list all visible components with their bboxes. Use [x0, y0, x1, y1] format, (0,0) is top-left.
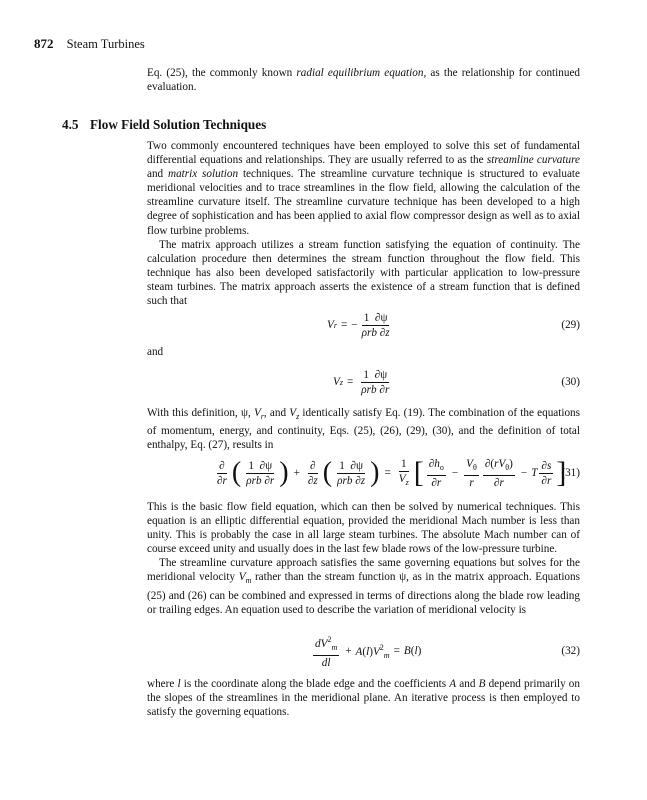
body-text-2 — [147, 406, 580, 452]
equation-number: (30) — [561, 376, 580, 388]
section-heading — [62, 117, 266, 133]
equation-number: (32) — [561, 645, 580, 657]
equation-30: V z = $\frac{1 \partial\psi}{\text{ρrb ∂r}}$ (30) — [333, 368, 580, 396]
running-header — [34, 36, 145, 52]
paragraph-basic-equation: This is the basic flow field equation, which can then be solved by numerical techniques. This equation is an elliptic differential equation, provided the meridional Mach number is less than unity. This is probably the case in all large steam turbines. The absolute Mach number can of course exceed unity and usually does in the last few blade rows of the low-pressure turbine. — [147, 501, 580, 556]
paragraph-techniques: Two commonly encountered techniques have been employed to solve this set of fundamental differential equations and relationships. They are usually referred to as the streamline curvature and matrix solution techniques. The streamline curvature technique is structured to evaluate meridional velocities and to trace streamlines in the flow field, allowing the calculation of the streamline curvature itself. The streamline curvature technique has been developed to a high degree of sophistication and has been applied to axial flow compressor design as well as to axial flow turbine problems. — [147, 140, 580, 237]
equation-29: V r = − $\frac{1 \partial\psi}{\text{ρrb ∂z}}$ (29) — [327, 311, 580, 339]
section-title: Flow Field Solution Techniques — [90, 117, 267, 132]
running-title: Steam Turbines — [66, 37, 145, 51]
and-connector: and — [147, 346, 164, 358]
radial-equilibrium-term: radial equilibrium equation, — [296, 67, 427, 79]
equation-32: $\frac{dV^2_m}{dl}$ + $A(l)V^2_m$ = B(l) (32) — [315, 634, 580, 669]
equation-31: $\frac{\partial}{\partial r}$ ( $\frac{1 \partial\psi}{\text{ρrb ∂r}}$ ) + $\frac{\partial}{\partial z}$ ( $\frac{1 \partial\psi}{\text{ρrb ∂z}}$ ) = $\frac{1}{V_z}$ [ $\frac{\partial h_o}{\partial r}$ − $\frac{V_\theta}{r}$ $\frac{\partial(rV_\theta)}{\partial r}$ − T $\frac{\partial s}{\partial r}$ ] (31) — [217, 456, 580, 489]
body-text-3 — [147, 500, 580, 617]
equation-number: (29) — [561, 319, 580, 331]
paragraph-matrix: The matrix approach utilizes a stream function satisfying the equation of continuity. The calculation procedure then determines the stream function throughout the flow field. This technique has also been developed satisfactorily with particular application to low-pressure steam turbines. The matrix approach asserts the existence of a stream function that is defined such that — [147, 238, 580, 308]
paragraph-streamline: The streamline curvature approach satisfies the same governing equations but solves for the meridional velocity $V_m$ rather than the stream function ψ, as in the matrix approach. Equations (25) and (26) can be combined and expressed in terms of directions along the blade row leading or trailing edges. An equation used to describe the variation of meridional velocity is — [147, 557, 580, 616]
page-number: 872 — [34, 36, 54, 51]
equation-number: (31) — [561, 467, 580, 479]
body-text-4 — [147, 677, 580, 719]
paragraph-coefficients: where l is the coordinate along the blade edge and the coefficients A and B depend primarily on the slopes of the streamlines in the meridional plane. An iterative process is then employed to satisfy the governing equations. — [147, 678, 580, 719]
section-number: 4.5 — [62, 117, 79, 132]
intro-paragraph: Eq. (25), the commonly known radial equilibrium equation, as the relationship for continued evaluation. — [147, 67, 580, 94]
paragraph-definition: With this definition, ψ, $V_r$, and $V_z$ identically satisfy Eq. (19). The combination of the equations of momentum, energy, and continuity, Eqs. (25), (26), (29), (30), and the definition of total enthalpy, Eq. (27), results in — [147, 407, 581, 452]
body-text-1 — [147, 139, 580, 308]
